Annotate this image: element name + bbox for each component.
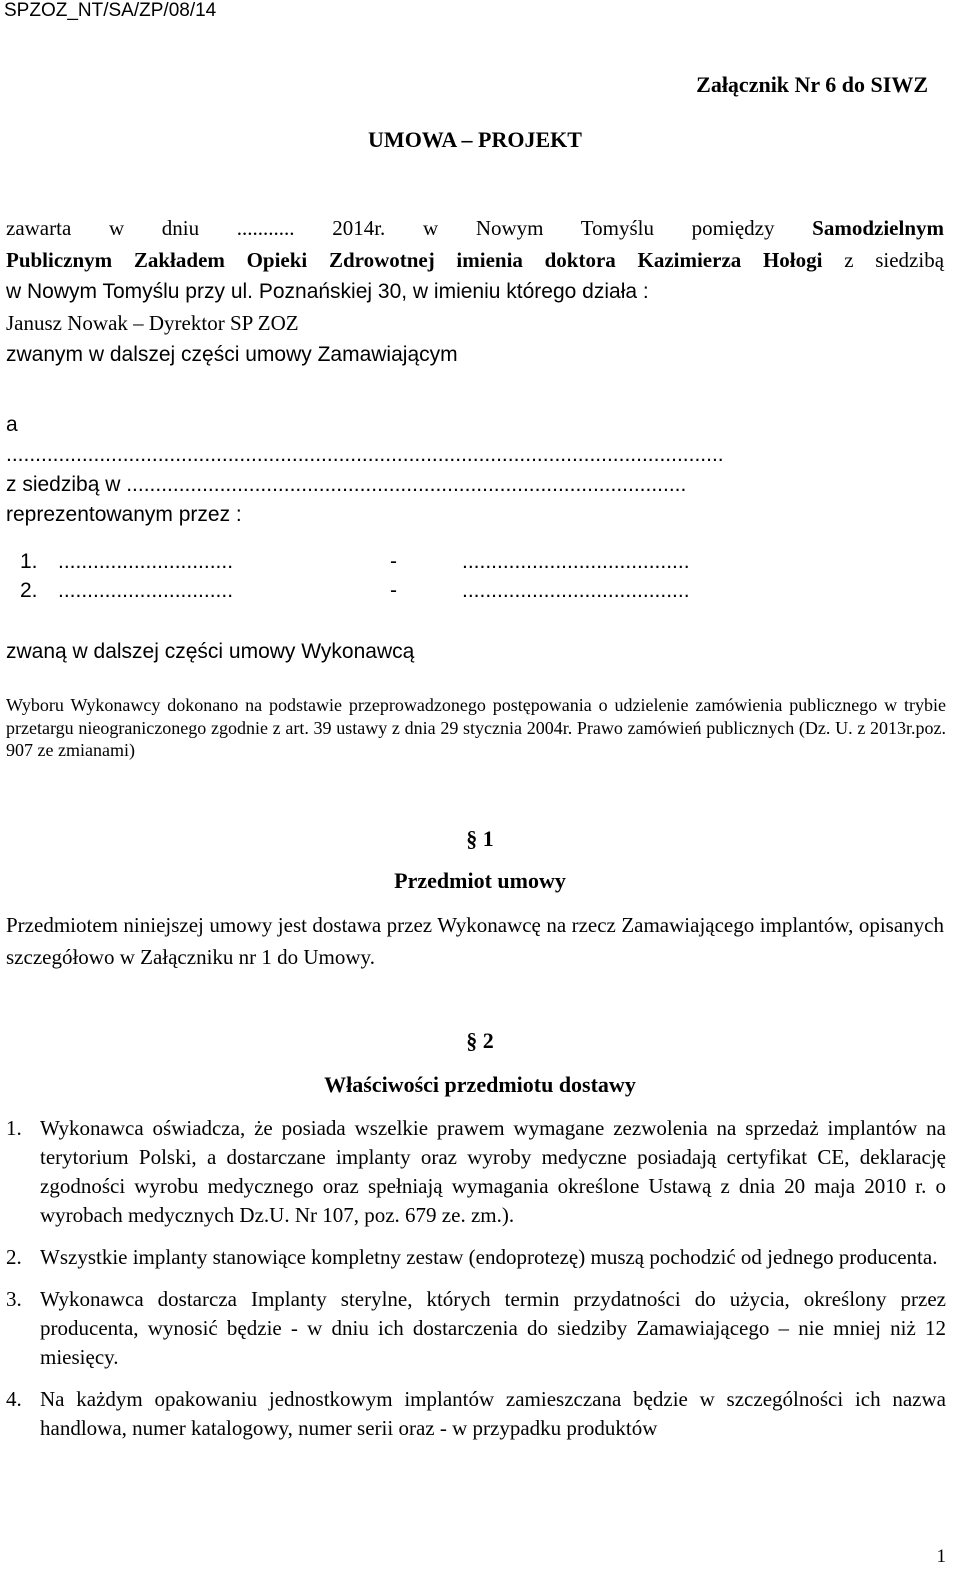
page-number: 1 — [936, 1546, 946, 1567]
rep-1-number: 1. — [20, 550, 38, 573]
section-2-title: Właściwości przedmiotu dostawy — [324, 1072, 636, 1097]
list-item-number: 2. — [6, 1245, 22, 1269]
list-item-number: 3. — [6, 1287, 22, 1311]
rep-1-name-placeholder: .............................. — [58, 550, 234, 573]
list-item-text: Wszystkie implanty stanowiące kompletny zestaw (endoprotezę) muszą pochodzić od jednego producenta. — [40, 1245, 938, 1269]
list-item-text: Wykonawca oświadcza, że posiada wszelkie prawem wymagane zezwolenia na sprzedaż implantów na terytorium Polski, a dostarczane implanty oraz wyroby medyczne posiadają certyfikat CE, deklarację zgodności wyrobu medycznego oraz spełniają wymagania określone Ustawą z dnia 20 maja 2010 r. o wyrobach medycznych Dz.U. Nr 107, poz. 679 ze. zm.). — [40, 1116, 946, 1227]
parties-line-2 — [6, 245, 944, 277]
section-2-list — [6, 1114, 946, 1456]
contractor-party — [6, 410, 944, 530]
contract-title: UMOWA – PROJEKT — [368, 127, 582, 152]
parties-line-1-text: zawarta w dniu ........... 2014r. w Nowym Tomyślu pomiędzy — [6, 216, 775, 240]
list-item — [6, 1243, 946, 1272]
rep-2-number: 2. — [20, 579, 38, 602]
section-2-number: § 2 — [466, 1028, 494, 1053]
contracting-entity-name-end: Publicznym Zakładem Opieki Zdrowotnej imienia doktora Kazimierza Hołogi — [6, 247, 823, 272]
list-item-number: 1. — [6, 1116, 22, 1140]
ordering-party-clause: zwanym w dalszej części umowy Zamawiającym — [6, 343, 458, 366]
rep-2-role-placeholder: ....................................... — [462, 579, 690, 602]
list-item-text: Wykonawca dostarcza Implanty sterylne, których termin przydatności do użycia, określony przez producenta, wynosić będzie - w dniu ich dostarczenia do siedziby Zamawiającego – nie mniej niż 12 miesięcy. — [40, 1287, 946, 1369]
representative-row-2 — [20, 579, 690, 603]
document-code: SPZOZ_NT/SA/ZP/08/14 — [4, 0, 217, 21]
representative-row-1 — [20, 550, 690, 574]
contracting-entity-name-start: Samodzielnym — [812, 216, 945, 240]
director-line: Janusz Nowak – Dyrektor SP ZOZ — [6, 310, 299, 335]
section-1-text: Przedmiotem niniejszej umowy jest dostawa przez Wykonawcę na rzecz Zamawiającego implantów, opisanych szczegółowo w Załączniku nr 1 do Umowy. — [6, 913, 944, 969]
attachment-label: Załącznik Nr 6 do SIWZ — [696, 72, 928, 97]
contract-parties — [6, 213, 944, 371]
procurement-basis: Wyboru Wykonawcy dokonano na podstawie przeprowadzonego postępowania o udzielenie zamówienia publicznego w trybie przetargu nieograniczonego zgodnie z art. 39 ustawy z dnia 29 stycznia 2004r. Prawo zamówień publicznych (Dz. U. z 2013r.poz. 907 ze zmianami) — [6, 695, 946, 760]
represented-by-label: reprezentowanym przez : — [6, 503, 242, 526]
contractor-clause: zwaną w dalszej części umowy Wykonawcą — [6, 640, 415, 663]
parties-line-2-text: z siedzibą — [844, 247, 945, 272]
list-item-number: 4. — [6, 1387, 22, 1411]
rep-1-dash: - — [390, 550, 397, 573]
list-item — [6, 1114, 946, 1230]
rep-2-dash: - — [390, 579, 397, 602]
parties-line-1 — [6, 213, 944, 245]
rep-2-name-placeholder: .............................. — [58, 579, 234, 602]
parties-line-3: w Nowym Tomyślu przy ul. Poznańskiej 30, w imieniu którego działa : — [6, 280, 649, 303]
list-item — [6, 1385, 946, 1443]
section-1-number: § 1 — [466, 826, 494, 851]
list-item-text: Na każdym opakowaniu jednostkowym implantów zamieszczana będzie w szczególności ich nazwa handlowa, numer katalogowy, numer serii oraz - w przypadku produktów — [40, 1387, 946, 1440]
contractor-name-placeholder: ........................................................................................................................... — [6, 443, 724, 466]
list-item — [6, 1285, 946, 1372]
section-1-title: Przedmiot umowy — [394, 868, 566, 893]
contractor-seat-line: z siedzibą w ................................................................................................ — [6, 473, 687, 496]
rep-1-role-placeholder: ....................................... — [462, 550, 690, 573]
contractor-a-label: a — [6, 413, 18, 436]
